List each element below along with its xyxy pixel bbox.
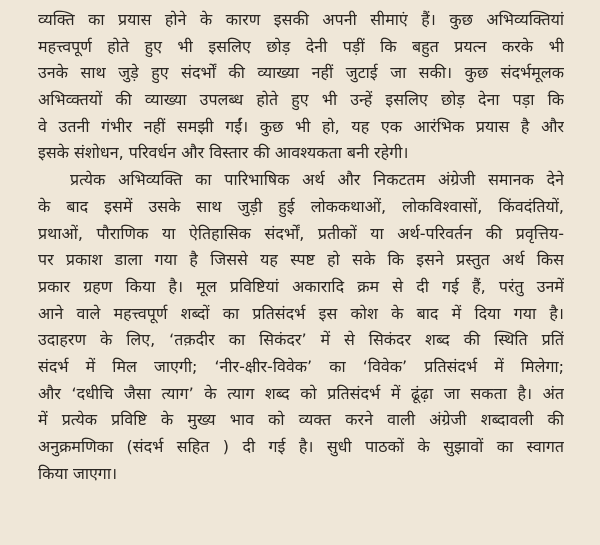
text-line: किया जाएगा। [38,463,118,483]
text-line: व्यक्ति का प्रयास होने के कारण इसकी अपनी सीमाएं हैं। कुछ अभिव्यक्तियां [38,10,564,29]
text-line: प्रत्येक अभिव्यक्ति का पारिभाषिक अर्थ और निकटतम अंग्रेजी समानक देने [70,170,564,190]
text-line: प्रकार ग्रहण किया है। मूल प्रविष्टियां अकारादि क्रम से दी गई हैं, परंतु उनमें [38,276,564,296]
text-line: और ‘दधीचि जैसा त्याग’ के त्याग शब्द को प्रतिसंदर्भ में ढूंढ़ा जा सकता है। अंत [38,383,564,403]
text-line: संदर्भ में मिल जाएगी; ‘नीर-क्षीर-विवेक’ का ‘विवेक’ प्रतिसंदर्भ में मिलेगा; [38,356,564,376]
paragraph-2 [38,167,564,487]
text-line: अभिव्क्तयों की व्याख्या उपलब्ध होते हुए भी उन्हें इसलिए छोड़ देना पड़ा कि [38,90,564,110]
text-line: वे उतनी गंभीर नहीं समझी गईं। कुछ भी हो, यह एक आरंभिक प्रयास है और [38,116,564,136]
text-line: उनके साथ जुड़े हुए संदर्भों की व्याख्या नहीं जुटाई जा सकी। कुछ संदर्भमूलक [38,63,564,83]
document-page [38,7,564,487]
text-line: महत्त्वपूर्ण होते हुए भी इसलिए छोड़ देनी पड़ीं कि बहुत प्रयत्न करके भी [38,36,564,56]
text-line: में प्रत्येक प्रविष्टि के मुख्य भाव को व्यक्त करने वाली अंग्रेजी शब्दावली की [38,410,564,430]
paragraph-1 [38,7,564,167]
text-line: आने वाले महत्त्वपूर्ण शब्दों का प्रतिसंदर्भ इस कोश के बाद में दिया गया है। [38,303,564,323]
text-line: अनुक्रमणिका (संदर्भ सहित ) दी गई है। सुधी पाठकों के सुझावों का स्वागत [38,437,564,456]
text-line: पर प्रकाश डाला गया है जिससे यह स्पष्ट हो सके कि इसने प्रस्तुत अर्थ किस [38,250,564,270]
text-line: उदाहरण के लिए, ‘तक़दीर का सिकंदर’ में से सिकंदर शब्द की स्थिति प्रतिं [38,330,564,350]
text-line: प्रथाओं, पौराणिक या ऐतिहासिक संदर्भों, प्रतीकों या अर्थ-परिवर्तन की प्रवृत्तिय- [38,223,564,243]
text-line: इसके संशोधन, परिवर्धन और विस्तार की आवश्यकता बनी रहेगी। [38,143,409,163]
text-line: के बाद इसमें उसके साथ जुड़ी हुई लोककथाओं, लोकविश्वासों, किंवदंतियों, [38,196,564,216]
